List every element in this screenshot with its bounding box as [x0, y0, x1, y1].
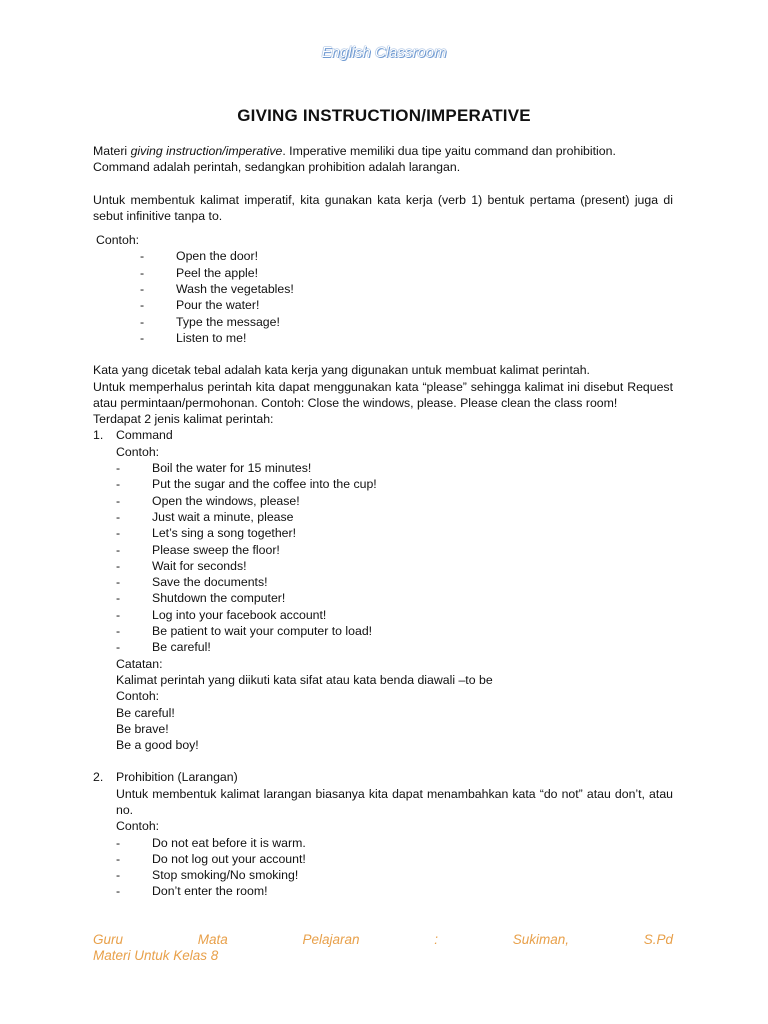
list-dash: - — [116, 835, 121, 850]
list-dash: - — [116, 884, 121, 899]
list-dash: - — [116, 477, 121, 492]
paragraph-3-line-3: Terdapat 2 jenis kalimat perintah: — [93, 412, 274, 427]
list-item — [93, 509, 673, 525]
list-item-text: Type the message! — [176, 314, 280, 329]
list-dash: - — [140, 314, 145, 329]
list-dash: - — [140, 265, 145, 280]
footer-class-line: Materi Untuk Kelas 8 — [93, 948, 219, 963]
list-dash: - — [140, 282, 145, 297]
note-text: Kalimat perintah yang diikuti kata sifat atau kata benda diawali –to be — [116, 672, 493, 687]
list-dash: - — [116, 493, 121, 508]
list-item — [93, 493, 673, 509]
list-item — [93, 867, 673, 883]
list-dash: - — [116, 526, 121, 541]
list-item-text: Please sweep the floor! — [152, 542, 280, 557]
list-item-text: Wash the vegetables! — [176, 282, 294, 297]
prohibition-description: Untuk membentuk kalimat larangan biasanya kita dapat menambahkan kata “do not” atau don’t, atau no. — [116, 786, 673, 817]
note-example-label: Contoh: — [116, 689, 160, 704]
list-item — [93, 248, 673, 264]
list-item — [93, 639, 673, 655]
list-dash: - — [116, 591, 121, 606]
note-example-list — [93, 705, 673, 754]
list-item-text: Shutdown the computer! — [152, 591, 286, 606]
list-item-text: Do not eat before it is warm. — [152, 835, 306, 850]
list-dash: - — [116, 640, 121, 655]
prohibition-example-label: Contoh: — [116, 819, 160, 834]
list-item-text: Be brave! — [116, 721, 169, 736]
footer-teacher-line: Guru Mata Pelajaran : Sukiman, S.Pd — [93, 932, 673, 947]
list-item — [93, 265, 673, 281]
list-dash: - — [116, 509, 121, 524]
list-dash: - — [116, 542, 121, 557]
list-item — [93, 835, 673, 851]
list-item-text: Be a good boy! — [116, 738, 199, 753]
page-footer — [93, 932, 673, 964]
list-item-text: Wait for seconds! — [152, 558, 247, 573]
list-dash: - — [116, 868, 121, 883]
list-item — [93, 705, 673, 721]
list-item-text: Be careful! — [116, 705, 175, 720]
list-item — [93, 330, 673, 346]
list-dash: - — [116, 851, 121, 866]
list-item-text: Do not log out your account! — [152, 851, 306, 866]
list-item-text: Pour the water! — [176, 298, 260, 313]
example1-list — [93, 248, 673, 346]
command-example-label: Contoh: — [116, 444, 160, 459]
list-item — [93, 623, 673, 639]
list-item-text: Listen to me! — [176, 330, 247, 345]
prohibition-list — [93, 835, 673, 900]
list-dash: - — [140, 298, 145, 313]
intro-paragraph-2: Untuk membentuk kalimat imperatif, kita gunakan kata kerja (verb 1) bentuk pertama (present) juga di sebut infinitive tanpa to. — [93, 192, 673, 223]
list-dash: - — [116, 461, 121, 476]
paragraph-3-line-1: Kata yang dicetak tebal adalah kata kerja yang digunakan untuk membuat kalimat perintah. — [93, 363, 590, 378]
list-item — [93, 607, 673, 623]
list-item-text: Don’t enter the room! — [152, 884, 268, 899]
list-item — [93, 476, 673, 492]
list-item — [93, 851, 673, 867]
list-item — [93, 314, 673, 330]
list-item — [93, 737, 673, 753]
intro-paragraph-1: Materi giving instruction/imperative. Imperative memiliki dua tipe yaitu command dan prohibition. Command adalah perintah, sedangkan prohibition adalah larangan. — [93, 144, 616, 175]
paragraph-3-line-2: Untuk memperhalus perintah kita dapat menggunakan kata “please” sehingga kalimat ini disebut Request atau permintaan/permohonan. Contoh: Close the windows, please. Please clean the class room! — [93, 379, 673, 410]
note-label: Catatan: — [116, 656, 163, 671]
list-dash: - — [140, 330, 145, 345]
list-item-text: Be patient to wait your computer to load! — [152, 624, 373, 639]
list-dash: - — [116, 607, 121, 622]
command-list — [93, 460, 673, 656]
list-item — [93, 558, 673, 574]
document-body — [93, 143, 673, 900]
list-item-text: Open the door! — [176, 249, 259, 264]
list-item-text: Let’s sing a song together! — [152, 526, 297, 541]
list-item-text: Put the sugar and the coffee into the cup! — [152, 477, 377, 492]
list-item-text: Stop smoking/No smoking! — [152, 868, 299, 883]
prohibition-heading: 2. Prohibition (Larangan) — [93, 770, 238, 785]
list-item — [93, 574, 673, 590]
list-item — [93, 542, 673, 558]
list-item — [93, 721, 673, 737]
page-title: GIVING INSTRUCTION/IMPERATIVE — [237, 106, 531, 125]
list-item-text: Peel the apple! — [176, 265, 259, 280]
list-dash: - — [140, 249, 145, 264]
list-item — [93, 281, 673, 297]
list-item-text: Log into your facebook account! — [152, 607, 327, 622]
list-item — [93, 460, 673, 476]
list-item — [93, 590, 673, 606]
example1-label: Contoh: — [96, 233, 140, 248]
page-header: English Classroom — [321, 44, 447, 61]
list-item-text: Be careful! — [152, 640, 211, 655]
list-item-text: Open the windows, please! — [152, 493, 300, 508]
list-dash: - — [116, 624, 121, 639]
list-item-text: Save the documents! — [152, 575, 268, 590]
list-item-text: Just wait a minute, please — [152, 509, 294, 524]
list-item — [93, 525, 673, 541]
list-item — [93, 297, 673, 313]
list-dash: - — [116, 575, 121, 590]
command-heading: 1. Command — [93, 428, 173, 443]
list-item-text: Boil the water for 15 minutes! — [152, 461, 312, 476]
list-item — [93, 883, 673, 899]
list-dash: - — [116, 558, 121, 573]
